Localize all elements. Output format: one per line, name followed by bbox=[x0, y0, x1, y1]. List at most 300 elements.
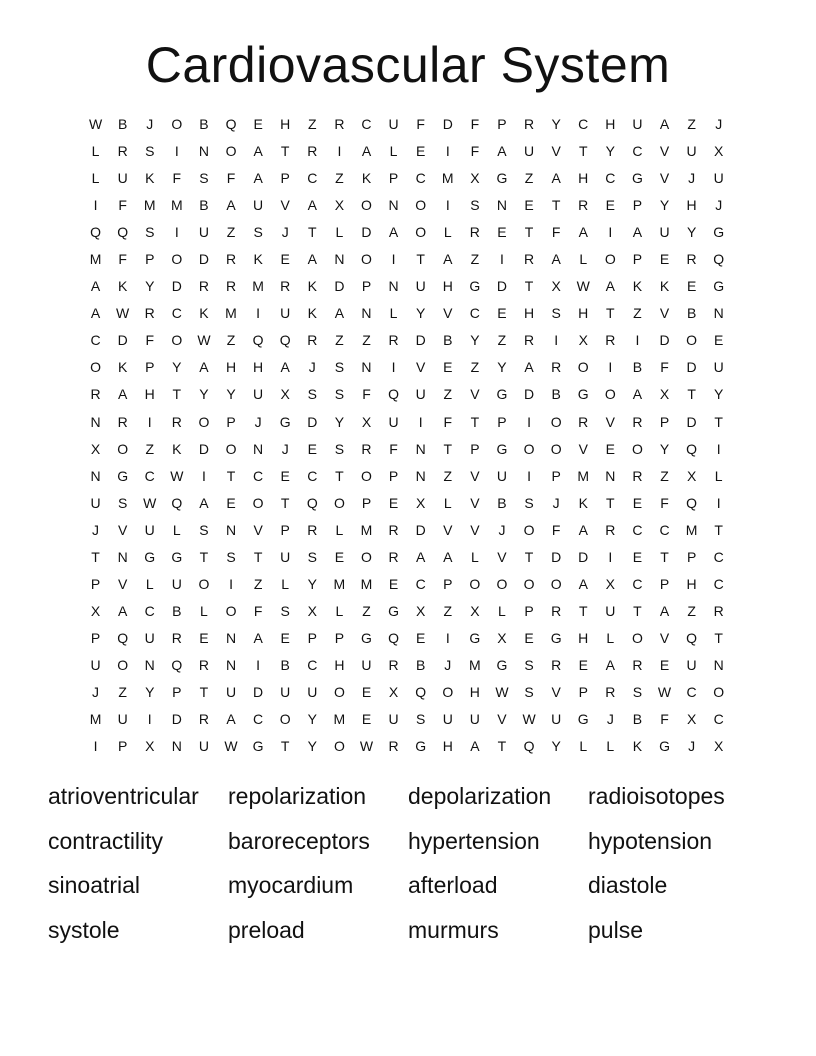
word-list-item: preload bbox=[228, 916, 305, 943]
grid-letter: I bbox=[608, 548, 613, 565]
grid-letter: L bbox=[714, 467, 723, 484]
grid-letter: Q bbox=[117, 629, 129, 646]
grid-letter: X bbox=[470, 170, 480, 187]
grid-letter: L bbox=[172, 521, 181, 538]
grid-letter: T bbox=[714, 629, 723, 646]
grid-letter: G bbox=[577, 711, 589, 728]
grid-letter: E bbox=[199, 629, 209, 646]
grid-letter: P bbox=[280, 521, 290, 538]
grid-letter: F bbox=[118, 251, 127, 268]
grid-letter: C bbox=[415, 575, 426, 592]
grid-letter: H bbox=[605, 116, 616, 132]
grid-letter: Y bbox=[307, 711, 317, 728]
grid-letter: O bbox=[604, 251, 616, 268]
grid-letter: O bbox=[550, 440, 562, 457]
grid-letter: R bbox=[198, 278, 209, 295]
grid-letter: D bbox=[198, 251, 209, 268]
grid-letter: P bbox=[497, 413, 507, 430]
grid-letter: I bbox=[554, 332, 559, 349]
word-list bbox=[48, 780, 768, 958]
grid-letter: F bbox=[443, 413, 453, 430]
grid-letter: O bbox=[361, 251, 372, 268]
grid-letter: R bbox=[225, 278, 237, 295]
grid-letter: N bbox=[388, 278, 399, 295]
grid-letter: A bbox=[443, 251, 453, 268]
grid-letter: N bbox=[334, 251, 345, 268]
grid-letter: U bbox=[171, 575, 182, 592]
grid-letter: I bbox=[147, 711, 152, 728]
letter-grid bbox=[82, 111, 732, 760]
grid-letter: Q bbox=[713, 251, 725, 268]
grid-letter: R bbox=[361, 440, 372, 457]
grid-letter: A bbox=[90, 278, 101, 295]
grid-letter: Q bbox=[686, 440, 698, 457]
grid-letter: C bbox=[713, 711, 724, 728]
grid-letter: H bbox=[578, 629, 589, 646]
grid-letter: W bbox=[359, 738, 374, 755]
grid-letter: Y bbox=[307, 738, 317, 755]
grid-letter: T bbox=[91, 548, 100, 565]
grid-letter: L bbox=[443, 494, 452, 511]
grid-letter: R bbox=[632, 413, 643, 430]
grid-letter: D bbox=[523, 386, 535, 403]
grid-letter: V bbox=[443, 305, 453, 322]
grid-letter: P bbox=[632, 197, 643, 214]
grid-letter: J bbox=[281, 224, 289, 241]
grid-letter: I bbox=[418, 413, 423, 430]
grid-letter: X bbox=[714, 738, 724, 755]
grid-letter: N bbox=[171, 738, 182, 755]
grid-letter: R bbox=[388, 548, 399, 565]
grid-letter: E bbox=[361, 683, 372, 700]
grid-letter: T bbox=[578, 143, 588, 160]
grid-letter: O bbox=[90, 359, 101, 376]
grid-letter: A bbox=[659, 602, 670, 619]
grid-letter: J bbox=[715, 197, 723, 214]
grid-letter: R bbox=[225, 251, 237, 268]
grid-letter: V bbox=[551, 143, 561, 160]
grid-letter: N bbox=[361, 359, 372, 376]
grid-letter: E bbox=[388, 575, 399, 592]
grid-letter: O bbox=[225, 602, 237, 619]
grid-letter: A bbox=[578, 575, 588, 592]
grid-letter: L bbox=[579, 738, 588, 755]
grid-letter: P bbox=[659, 413, 670, 430]
grid-letter: X bbox=[686, 467, 697, 484]
grid-letter: X bbox=[578, 332, 588, 349]
grid-letter: O bbox=[631, 440, 643, 457]
grid-letter: H bbox=[523, 305, 535, 322]
grid-letter: F bbox=[660, 494, 669, 511]
word-list-item: sinoatrial bbox=[48, 872, 141, 898]
grid-letter: T bbox=[253, 548, 263, 565]
grid-letter: M bbox=[333, 575, 346, 592]
grid-letter: G bbox=[171, 548, 183, 565]
grid-letter: O bbox=[333, 494, 345, 511]
grid-letter: K bbox=[145, 170, 155, 187]
grid-letter: Z bbox=[335, 170, 344, 187]
grid-letter: E bbox=[443, 359, 453, 376]
grid-letter: I bbox=[201, 467, 206, 484]
grid-letter: P bbox=[497, 116, 507, 132]
grid-letter: A bbox=[253, 143, 263, 160]
grid-letter: A bbox=[551, 251, 561, 268]
grid-letter: U bbox=[713, 170, 724, 187]
grid-letter: M bbox=[143, 197, 156, 214]
grid-letter: T bbox=[335, 467, 344, 484]
grid-letter: V bbox=[497, 548, 507, 565]
grid-letter: H bbox=[469, 683, 480, 700]
grid-letter: K bbox=[578, 494, 588, 511]
grid-letter: H bbox=[578, 305, 589, 322]
grid-letter: T bbox=[497, 738, 507, 755]
grid-letter: Y bbox=[416, 305, 426, 322]
grid-letter: V bbox=[659, 170, 670, 187]
grid-letter: L bbox=[606, 738, 615, 755]
grid-letter: H bbox=[280, 116, 291, 132]
grid-letter: M bbox=[441, 170, 454, 187]
grid-letter: R bbox=[198, 656, 209, 673]
grid-letter: M bbox=[252, 278, 264, 295]
grid-letter: G bbox=[279, 413, 291, 430]
grid-letter: V bbox=[497, 711, 507, 728]
word-list-item: radioisotopes bbox=[588, 783, 725, 809]
grid-letter: R bbox=[686, 251, 697, 268]
grid-letter: O bbox=[415, 197, 427, 214]
grid-letter: J bbox=[254, 413, 262, 430]
grid-letter: P bbox=[388, 170, 399, 187]
grid-letter: O bbox=[469, 575, 481, 592]
grid-letter: Z bbox=[470, 251, 480, 268]
grid-letter: O bbox=[198, 575, 210, 592]
grid-letter: R bbox=[469, 224, 480, 241]
grid-letter: T bbox=[470, 413, 480, 430]
grid-letter: N bbox=[605, 467, 616, 484]
grid-letter: L bbox=[443, 224, 452, 241]
grid-letter: T bbox=[280, 143, 290, 160]
grid-letter: V bbox=[551, 683, 561, 700]
grid-letter: Y bbox=[659, 197, 670, 214]
grid-letter: S bbox=[524, 494, 534, 511]
word-list-item: depolarization bbox=[408, 783, 552, 809]
grid-letter: C bbox=[632, 143, 643, 160]
grid-letter: X bbox=[659, 386, 670, 403]
grid-letter: X bbox=[388, 683, 399, 700]
grid-letter: V bbox=[578, 440, 588, 457]
grid-letter: A bbox=[199, 494, 209, 511]
grid-letter: A bbox=[253, 629, 263, 646]
grid-letter: H bbox=[442, 738, 453, 755]
grid-letter: O bbox=[333, 738, 345, 755]
grid-letter: D bbox=[117, 332, 128, 349]
grid-letter: E bbox=[253, 116, 263, 132]
grid-letter: S bbox=[199, 521, 209, 538]
grid-letter: V bbox=[253, 521, 263, 538]
word-list-item: contractility bbox=[48, 827, 164, 854]
grid-letter: H bbox=[578, 170, 589, 187]
grid-letter: A bbox=[334, 305, 345, 322]
grid-letter: D bbox=[361, 224, 372, 241]
grid-letter: Q bbox=[90, 224, 101, 241]
grid-letter: K bbox=[361, 170, 372, 187]
grid-letter: G bbox=[144, 548, 156, 565]
grid-letter: C bbox=[632, 575, 643, 592]
grid-letter: C bbox=[253, 467, 264, 484]
grid-letter: E bbox=[280, 251, 290, 268]
grid-letter: O bbox=[361, 548, 372, 565]
grid-letter: A bbox=[632, 386, 643, 403]
grid-letter: T bbox=[551, 197, 561, 214]
grid-letter: I bbox=[391, 251, 396, 268]
grid-letter: X bbox=[497, 629, 507, 646]
grid-letter: U bbox=[90, 656, 101, 673]
grid-letter: O bbox=[604, 386, 616, 403]
grid-letter: C bbox=[90, 332, 101, 349]
word-list-item: hypotension bbox=[588, 827, 713, 854]
grid-letter: J bbox=[146, 116, 154, 132]
grid-letter: I bbox=[608, 224, 613, 241]
grid-letter: I bbox=[635, 332, 640, 349]
grid-letter: U bbox=[442, 711, 453, 728]
grid-letter: G bbox=[659, 738, 670, 755]
grid-letter: P bbox=[524, 602, 534, 619]
grid-letter: A bbox=[307, 197, 317, 214]
grid-letter: O bbox=[577, 359, 589, 376]
grid-letter: R bbox=[171, 629, 182, 646]
grid-letter: Q bbox=[225, 116, 237, 132]
grid-letter: T bbox=[172, 386, 182, 403]
grid-letter: G bbox=[550, 629, 562, 646]
grid-letter: Q bbox=[388, 629, 400, 646]
grid-letter: U bbox=[388, 116, 399, 132]
grid-letter: N bbox=[415, 467, 426, 484]
grid-letter: K bbox=[253, 251, 263, 268]
grid-letter: W bbox=[197, 332, 211, 349]
grid-letter: T bbox=[633, 602, 642, 619]
grid-letter: S bbox=[145, 143, 155, 160]
grid-letter: Z bbox=[226, 332, 236, 349]
grid-letter: V bbox=[470, 386, 480, 403]
grid-letter: P bbox=[145, 251, 155, 268]
grid-letter: F bbox=[118, 197, 127, 214]
grid-letter: A bbox=[226, 711, 236, 728]
grid-letter: C bbox=[686, 683, 697, 700]
grid-letter: T bbox=[606, 305, 615, 322]
grid-letter: L bbox=[281, 575, 290, 592]
grid-letter: I bbox=[391, 359, 396, 376]
grid-letter: T bbox=[308, 224, 317, 241]
grid-letter: M bbox=[360, 521, 373, 538]
grid-letter: M bbox=[225, 305, 237, 322]
grid-letter: A bbox=[578, 521, 588, 538]
grid-letter: A bbox=[361, 143, 372, 160]
word-list-item: pulse bbox=[588, 916, 643, 943]
grid-letter: D bbox=[659, 332, 670, 349]
grid-letter: D bbox=[686, 359, 697, 376]
grid-letter: P bbox=[145, 359, 155, 376]
grid-letter: L bbox=[579, 251, 588, 268]
grid-letter: N bbox=[225, 629, 237, 646]
grid-letter: O bbox=[252, 494, 264, 511]
grid-letter: U bbox=[253, 197, 264, 214]
grid-letter: Q bbox=[388, 386, 400, 403]
grid-letter: N bbox=[713, 305, 724, 322]
grid-letter: H bbox=[442, 278, 453, 295]
grid-letter: A bbox=[605, 656, 615, 673]
grid-letter: C bbox=[253, 711, 264, 728]
grid-letter: X bbox=[280, 386, 290, 403]
grid-letter: E bbox=[416, 143, 426, 160]
grid-letter: U bbox=[551, 711, 562, 728]
grid-letter: R bbox=[523, 116, 535, 132]
grid-letter: C bbox=[307, 170, 318, 187]
grid-letter: X bbox=[334, 197, 345, 214]
grid-letter: G bbox=[415, 738, 427, 755]
grid-letter: E bbox=[416, 629, 426, 646]
grid-letter: Y bbox=[497, 359, 507, 376]
word-list-item: systole bbox=[48, 916, 120, 943]
grid-letter: C bbox=[171, 305, 182, 322]
grid-letter: U bbox=[90, 494, 101, 511]
grid-letter: Z bbox=[443, 386, 453, 403]
grid-letter: O bbox=[361, 197, 372, 214]
grid-letter: S bbox=[334, 386, 345, 403]
grid-letter: X bbox=[90, 602, 101, 619]
grid-letter: O bbox=[442, 683, 454, 700]
grid-letter: R bbox=[117, 143, 128, 160]
grid-letter: O bbox=[171, 116, 183, 132]
grid-letter: Z bbox=[633, 305, 642, 322]
grid-letter: Q bbox=[171, 656, 183, 673]
grid-letter: C bbox=[307, 467, 318, 484]
grid-letter: N bbox=[144, 656, 155, 673]
grid-letter: Y bbox=[307, 575, 317, 592]
grid-letter: M bbox=[360, 575, 373, 592]
word-list-item: baroreceptors bbox=[228, 827, 370, 854]
grid-letter: V bbox=[470, 494, 480, 511]
grid-letter: V bbox=[280, 197, 290, 214]
grid-letter: R bbox=[307, 332, 318, 349]
grid-letter: B bbox=[497, 494, 507, 511]
grid-letter: Z bbox=[362, 332, 371, 349]
grid-letter: A bbox=[632, 224, 643, 241]
grid-letter: R bbox=[578, 413, 589, 430]
grid-letter: U bbox=[225, 683, 237, 700]
grid-letter: B bbox=[199, 197, 209, 214]
grid-letter: I bbox=[716, 494, 721, 511]
grid-letter: G bbox=[496, 440, 508, 457]
grid-letter: X bbox=[714, 143, 724, 160]
grid-letter: U bbox=[632, 116, 643, 132]
grid-letter: R bbox=[551, 656, 562, 673]
grid-letter: C bbox=[361, 116, 372, 132]
grid-letter: O bbox=[171, 251, 183, 268]
grid-letter: R bbox=[713, 602, 724, 619]
grid-letter: E bbox=[280, 629, 290, 646]
grid-letter: O bbox=[333, 683, 345, 700]
grid-letter: R bbox=[144, 305, 155, 322]
grid-letter: V bbox=[605, 413, 615, 430]
grid-letter: U bbox=[198, 738, 209, 755]
grid-letter: M bbox=[577, 467, 590, 484]
grid-letter: Y bbox=[145, 683, 155, 700]
grid-letter: Q bbox=[279, 332, 291, 349]
grid-letter: Q bbox=[686, 629, 698, 646]
word-list-item: diastole bbox=[588, 872, 668, 898]
grid-letter: W bbox=[116, 305, 130, 322]
grid-letter: A bbox=[659, 116, 670, 132]
grid-letter: V bbox=[470, 467, 480, 484]
grid-letter: A bbox=[578, 224, 588, 241]
grid-letter: C bbox=[713, 575, 724, 592]
grid-letter: F bbox=[470, 116, 480, 132]
grid-letter: T bbox=[199, 683, 209, 700]
grid-letter: C bbox=[144, 602, 155, 619]
grid-letter: J bbox=[308, 359, 316, 376]
grid-letter: O bbox=[631, 629, 643, 646]
grid-letter: T bbox=[416, 251, 425, 268]
grid-letter: D bbox=[198, 440, 209, 457]
grid-letter: R bbox=[605, 332, 616, 349]
grid-letter: T bbox=[660, 548, 669, 565]
grid-letter: F bbox=[416, 116, 425, 132]
page-title: Cardiovascular System bbox=[145, 37, 671, 93]
grid-letter: R bbox=[388, 738, 399, 755]
grid-letter: L bbox=[200, 602, 208, 619]
grid-letter: N bbox=[90, 467, 101, 484]
grid-letter: N bbox=[117, 548, 128, 565]
grid-letter: W bbox=[657, 683, 672, 700]
grid-letter: O bbox=[523, 575, 535, 592]
grid-letter: C bbox=[659, 521, 670, 538]
grid-letter: A bbox=[497, 143, 507, 160]
grid-letter: U bbox=[523, 143, 535, 160]
grid-letter: X bbox=[605, 575, 615, 592]
grid-letter: R bbox=[90, 386, 101, 403]
grid-letter: B bbox=[416, 656, 426, 673]
grid-letter: D bbox=[578, 548, 589, 565]
grid-letter: P bbox=[632, 251, 643, 268]
grid-letter: Z bbox=[497, 332, 507, 349]
grid-letter: O bbox=[550, 413, 562, 430]
grid-letter: L bbox=[470, 548, 479, 565]
grid-letter: Y bbox=[226, 386, 236, 403]
grid-letter: R bbox=[198, 711, 209, 728]
grid-letter: M bbox=[170, 197, 183, 214]
grid-letter: O bbox=[117, 440, 129, 457]
grid-letter: S bbox=[524, 683, 534, 700]
grid-letter: O bbox=[171, 332, 183, 349]
grid-letter: Z bbox=[524, 170, 534, 187]
grid-letter: K bbox=[307, 278, 317, 295]
grid-letter: U bbox=[361, 656, 372, 673]
grid-letter: P bbox=[90, 629, 101, 646]
grid-letter: A bbox=[199, 359, 209, 376]
grid-letter: U bbox=[117, 711, 128, 728]
grid-letter: D bbox=[334, 278, 345, 295]
grid-letter: P bbox=[388, 467, 399, 484]
grid-letter: I bbox=[527, 413, 531, 430]
grid-letter: Z bbox=[226, 224, 236, 241]
word-list-item: hypertension bbox=[408, 827, 540, 854]
grid-letter: Z bbox=[253, 575, 263, 592]
grid-letter: V bbox=[117, 575, 128, 592]
grid-letter: R bbox=[280, 278, 291, 295]
grid-letter: R bbox=[388, 332, 399, 349]
grid-letter: E bbox=[361, 711, 372, 728]
grid-letter: Y bbox=[551, 738, 561, 755]
grid-letter: E bbox=[659, 251, 670, 268]
